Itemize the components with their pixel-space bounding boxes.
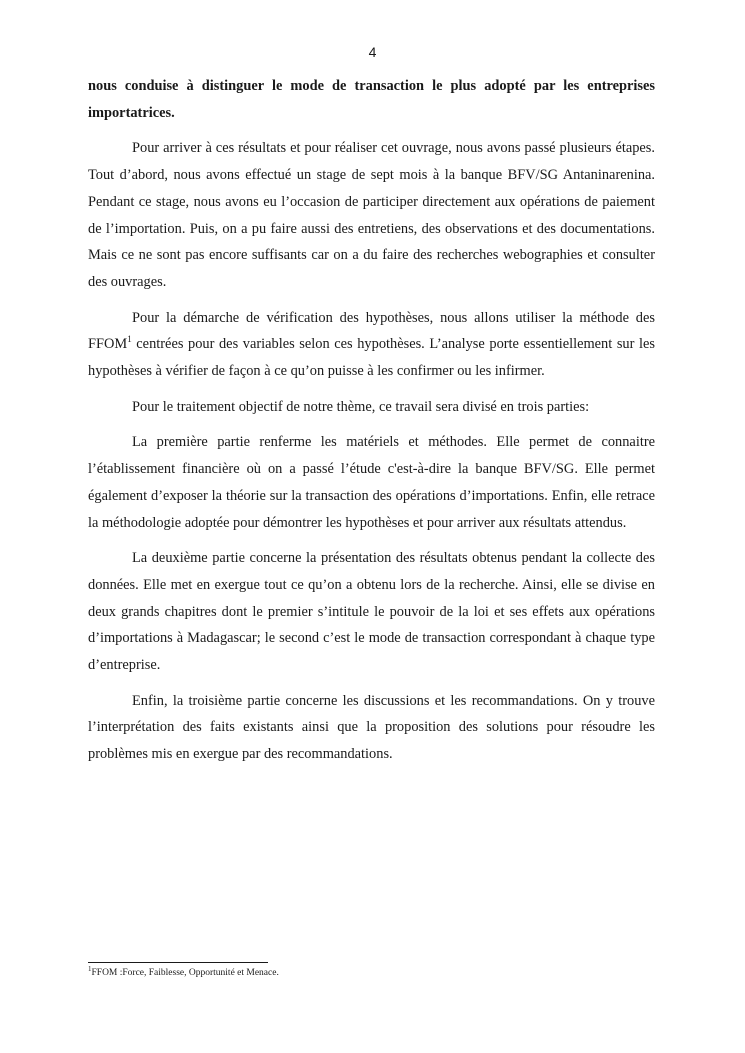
intro-conclusion-paragraph: nous conduise à distinguer le mode de transaction le plus adopté par les entreprises importatrices. <box>88 78 655 121</box>
footnote-text: FFOM :Force, Faiblesse, Opportunité et Menace. <box>91 968 279 978</box>
footnote-number: 1 <box>88 965 92 973</box>
part-two-paragraph: La deuxième partie concerne la présentation des résultats obtenus pendant la collecte des données. Elle met en exergue tout ce qu’on a obtenu lors de la recherche. Ainsi, elle se divise en deux grands chapitres dont le premier s’intitule le pouvoir de la loi et ses effets aux opérations d’importations à Madagascar; le second c’est le mode de transaction correspondant à chaque type d’entreprise. <box>88 550 655 674</box>
hypothesis-text-after: centrées pour des variables selon ces hypothèses. L’analyse porte essentiellement sur les hypothèses à vérifier de façon à ce qu’on puisse à les confirmer ou les infirmer. <box>88 336 655 380</box>
footnote-divider <box>88 962 268 963</box>
footnote-reference: 1 <box>127 334 132 345</box>
footnote <box>88 966 655 980</box>
structure-intro-paragraph: Pour le traitement objectif de notre thème, ce travail sera divisé en trois parties: <box>132 398 590 415</box>
document-body <box>88 73 655 777</box>
methodology-steps-paragraph: Pour arriver à ces résultats et pour réaliser cet ouvrage, nous avons passé plusieurs étapes. Tout d’abord, nous avons effectué un stage de sept mois à la banque BFV/SG Antaninarenina. Pendant ce stage, nous avons eu l’occasion de participer directement aux opérations de paiement de l’importation. Puis, on a pu faire aussi des entretiens, des observations et des documentations. Mais ce ne sont pas encore suffisants car on a du faire des recherches webographies et consulter des ouvrages. <box>88 140 655 290</box>
hypothesis-text-before: Pour la démarche de vérification des hypothèses, nous allons utiliser la méthode des FFOM <box>88 309 655 353</box>
part-one-paragraph: La première partie renferme les matériels et méthodes. Elle permet de connaitre l’établissement financière où on a passé l’étude c'est-à-dire la banque BFV/SG. Elle permet également d’exposer la théorie sur la transaction des opérations d’importations. Enfin, elle retrace la méthodologie adoptée pour démontrer les hypothèses et pour arriver aux résultats attendus. <box>88 434 655 531</box>
hypothesis-verification-paragraph <box>88 305 655 385</box>
page-number: 4 <box>368 44 377 60</box>
part-three-paragraph: Enfin, la troisième partie concerne les discussions et les recommandations. On y trouve l’interprétation des faits existants ainsi que la proposition des solutions pour résoudre les problèmes mis en exergue par des recommandations. <box>88 692 655 763</box>
